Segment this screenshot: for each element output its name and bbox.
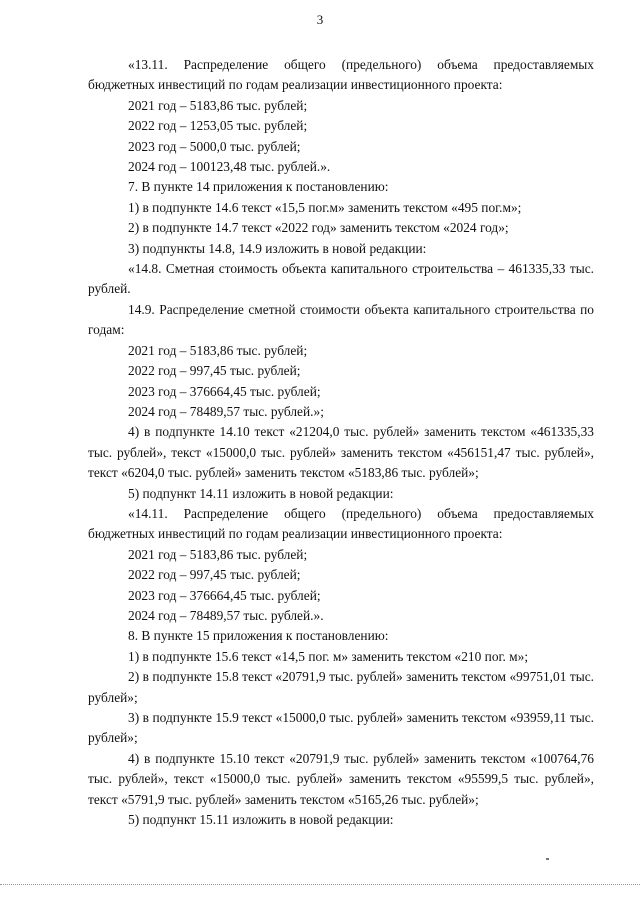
paragraph-13-11-heading: «13.11. Распределение общего (предельного) объема предоставляемых бюджетных инвестиций по годам реализации инвестиционного проекта: xyxy=(88,57,594,93)
paragraph-14-9: 14.9. Распределение сметной стоимости объекта капитального строительства по годам: xyxy=(88,301,594,338)
paragraph-14-11-intro: 5) подпункт 14.11 изложить в новой редакции: xyxy=(128,485,394,501)
paragraph-14-8: «14.8. Сметная стоимость объекта капитального строительства – 461335,33 тыс. рублей. xyxy=(88,261,594,297)
paragraph-year-2022: 2022 год – 997,45 тыс. рублей; xyxy=(128,567,301,583)
paragraph-14-7: 2) в подпункте 14.7 текст «2022 год» заменить текстом «2024 год»; xyxy=(128,220,509,236)
paragraph-year-2023: 2023 год – 376664,45 тыс. рублей; xyxy=(128,383,321,399)
paragraph-year-2023: 2023 год – 376664,45 тыс. рублей; xyxy=(128,587,321,603)
paragraph-15-11-intro: 5) подпункт 15.11 изложить в новой редакции: xyxy=(128,812,394,828)
scan-speck xyxy=(546,858,549,860)
scan-bottom-edge xyxy=(0,884,640,887)
paragraph-15-8: 2) в подпункте 15.8 текст «20791,9 тыс. рублей» заменить текстом «99751,01 тыс. рублей»; xyxy=(88,669,594,705)
paragraph-15-10: 4) в подпункте 15.10 текст «20791,9 тыс. рублей» заменить текстом «100764,76 тыс. рублей», текст «15000,0 тыс. рублей» заменить текстом «95599,5 тыс. рублей», текст «5791,9 тыс. рублей» заменить текстом «5165,26 тыс. рублей»; xyxy=(88,750,594,807)
paragraph-14-8-14-9-intro: 3) подпункты 14.8, 14.9 изложить в новой редакции: xyxy=(128,240,427,256)
paragraph-15-6: 1) в подпункте 15.6 текст «14,5 пог. м» заменить текстом «210 пог. м»; xyxy=(128,648,529,664)
paragraph-14-10: 4) в подпункте 14.10 текст «21204,0 тыс. рублей» заменить текстом «461335,33 тыс. рублей», текст «15000,0 тыс. рублей» заменить текстом «456151,47 тыс. рублей», текст «6204,0 тыс. рублей» заменить текстом «5183,86 тыс. рублей»; xyxy=(88,424,594,481)
page-number: 3 xyxy=(316,12,324,27)
paragraph-year-2024: 2024 год – 100123,48 тыс. рублей.». xyxy=(128,159,331,175)
paragraph-year-2021: 2021 год – 5183,86 тыс. рублей; xyxy=(128,546,308,562)
paragraph-year-2021: 2021 год – 5183,86 тыс. рублей; xyxy=(128,342,308,358)
document-body xyxy=(88,55,594,830)
paragraph-year-2023: 2023 год – 5000,0 тыс. рублей; xyxy=(128,138,301,154)
paragraph-year-2024: 2024 год – 78489,57 тыс. рублей.». xyxy=(128,607,324,623)
paragraph-year-2022: 2022 год – 997,45 тыс. рублей; xyxy=(128,363,301,379)
paragraph-item-7: 7. В пункте 14 приложения к постановлению: xyxy=(128,179,389,195)
paragraph-year-2022: 2022 год – 1253,05 тыс. рублей; xyxy=(128,118,308,134)
paragraph-14-6: 1) в подпункте 14.6 текст «15,5 пог.м» заменить текстом «495 пог.м»; xyxy=(128,199,522,215)
paragraph-14-11: «14.11. Распределение общего (предельного) объема предоставляемых бюджетных инвестиций по годам реализации инвестиционного проекта: xyxy=(88,505,594,542)
paragraph-year-2024: 2024 год – 78489,57 тыс. рублей.»; xyxy=(128,403,324,419)
paragraph-year-2021: 2021 год – 5183,86 тыс. рублей; xyxy=(128,97,308,113)
paragraph-15-9: 3) в подпункте 15.9 текст «15000,0 тыс. рублей» заменить текстом «93959,11 тыс. рублей»; xyxy=(88,710,594,746)
paragraph-item-8: 8. В пункте 15 приложения к постановлению: xyxy=(128,628,389,644)
